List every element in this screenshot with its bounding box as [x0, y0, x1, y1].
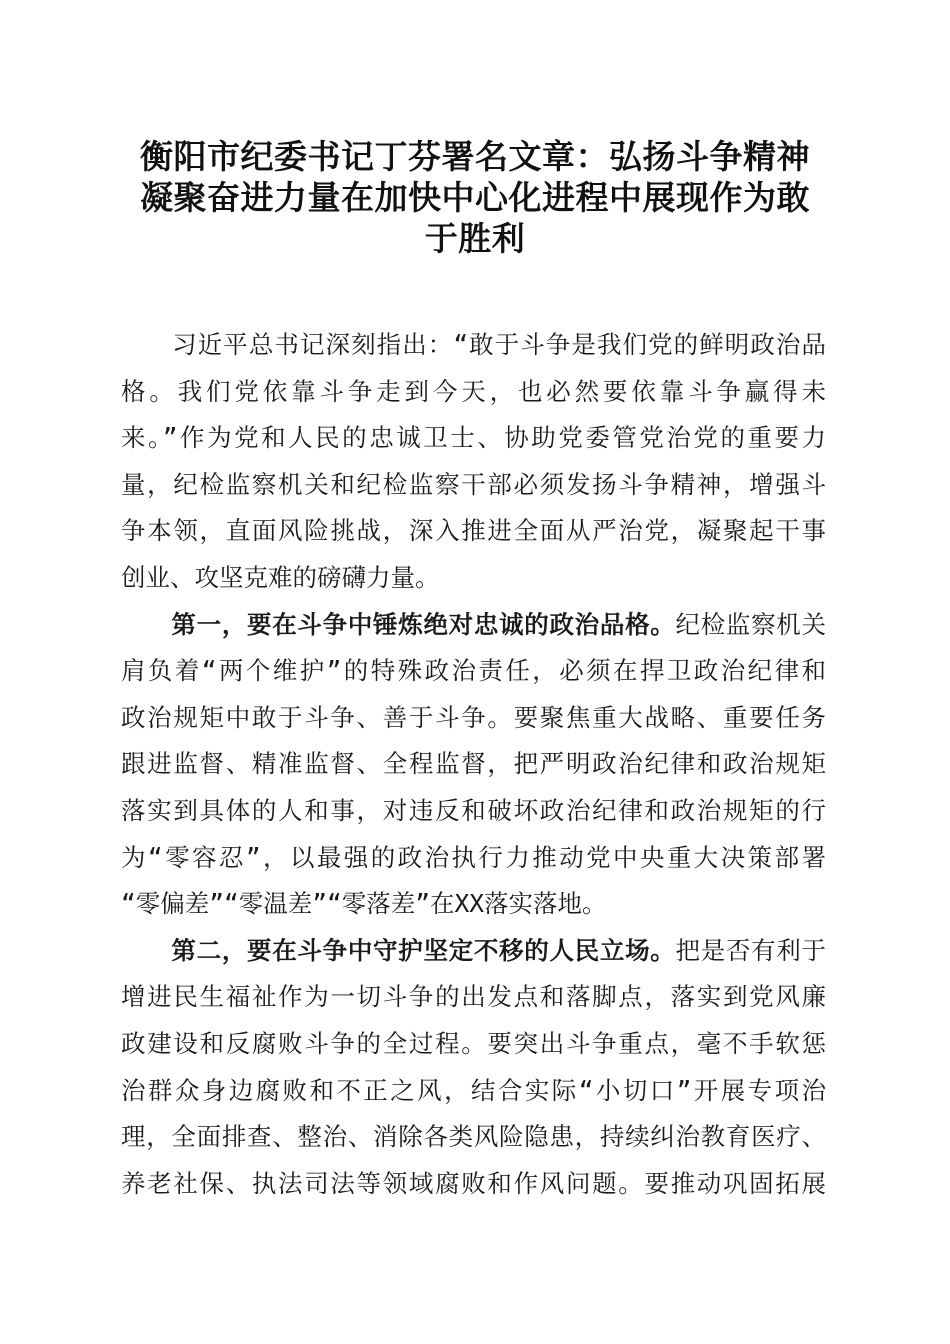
text-line	[121, 928, 826, 975]
title-line: 衡阳市纪委书记丁芬署名文章：弘扬斗争精神	[140, 137, 810, 176]
title-line: 于胜利	[424, 219, 526, 258]
text-line: 习近平总书记深刻指出：“敢于斗争是我们党的鲜明政治品	[121, 330, 826, 359]
text-line: 增进民生福祉作为一切斗争的出发点和落脚点，落实到党风廉	[121, 982, 826, 1012]
text-line: “零偏差”“零温差”“零落差”在XX落实落地。	[121, 889, 607, 919]
text-line: 为“零容忍”，以最强的政治执行力推动党中央重大决策部署	[121, 842, 826, 872]
text-line	[121, 602, 826, 649]
article-body	[121, 322, 826, 1207]
text-line: 格。我们党依靠斗争走到今天，也必然要依靠斗争赢得未	[121, 376, 826, 406]
text-line: 量，纪检监察机关和纪检监察干部必须发扬斗争精神，增强斗	[121, 469, 826, 499]
article-title	[110, 136, 840, 259]
point-heading: 第一，要在斗争中锤炼绝对忠诚的政治品格。	[121, 609, 676, 639]
text-line: 养老社保、执法司法等领域腐败和作风问题。要推动巩固拓展	[121, 1168, 826, 1198]
text-line: 政治规矩中敢于斗争、善于斗争。要聚焦重大战略、重要任务	[121, 702, 826, 732]
text-line: 治群众身边腐败和不正之风，结合实际“小切口”开展专项治	[121, 1075, 826, 1105]
text-line: 来。”作为党和人民的忠诚卫士、协助党委管党治党的重要力	[121, 423, 826, 453]
paragraph-intro	[121, 322, 826, 602]
point-heading-rest: 把是否有利于	[675, 935, 826, 965]
title-line: 凝聚奋进力量在加快中心化进程中展现作为敢	[140, 178, 810, 217]
text-line: 理，全面排查、整治、消除各类风险隐患，持续纠治教育医疗、	[121, 1122, 826, 1152]
point-heading: 第二，要在斗争中守护坚定不移的人民立场。	[121, 935, 676, 965]
paragraph-second-point	[121, 928, 826, 1208]
text-line: 争本领，直面风险挑战，深入推进全面从严治党，凝聚起干事	[121, 516, 826, 546]
text-line: 肩负着“两个维护”的特殊政治责任，必须在捍卫政治纪律和	[121, 656, 826, 686]
text-line: 落实到具体的人和事，对违反和破坏政治纪律和政治规矩的行	[121, 795, 826, 825]
text-line: 政建设和反腐败斗争的全过程。要突出斗争重点，毫不手软惩	[121, 1028, 826, 1058]
text-line: 创业、攻坚克难的磅礴力量。	[121, 562, 440, 592]
paragraph-first-point	[121, 602, 826, 928]
text-line: 跟进监督、精准监督、全程监督，把严明政治纪律和政治规矩	[121, 749, 826, 779]
point-heading-rest: 纪检监察机关	[675, 609, 826, 639]
